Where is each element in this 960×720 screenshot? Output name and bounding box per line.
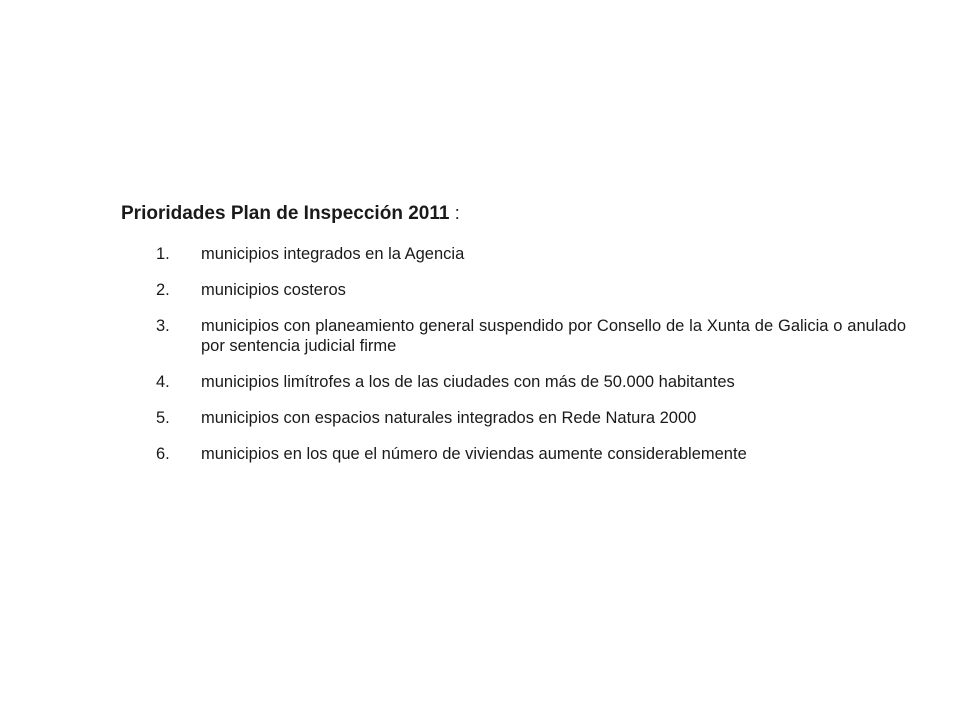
list-item <box>156 444 906 464</box>
item-text: municipios limítrofes a los de las ciudades con más de 50.000 habitantes <box>201 373 735 391</box>
list-item <box>156 316 906 356</box>
item-number: 5. <box>156 409 170 427</box>
item-text: municipios integrados en la Agencia <box>201 245 465 263</box>
item-text: municipios con espacios naturales integrados en Rede Natura 2000 <box>201 409 697 427</box>
item-text: municipios en los que el número de viviendas aumente considerablemente <box>201 445 747 463</box>
title-text: Prioridades Plan de Inspección 2011 <box>121 203 450 224</box>
slide-title <box>121 203 460 225</box>
item-number: 6. <box>156 445 170 463</box>
item-number: 3. <box>156 317 170 335</box>
item-text: municipios costeros <box>201 281 346 299</box>
item-number: 1. <box>156 245 170 263</box>
list-item <box>156 372 906 392</box>
item-number: 2. <box>156 281 170 299</box>
list-item <box>156 408 906 428</box>
title-colon: : <box>454 203 460 223</box>
list-item <box>156 244 906 264</box>
list-item <box>156 280 906 300</box>
item-text: municipios con planeamiento general suspendido por Consello de la Xunta de Galicia o anulado por sentencia judicial firme <box>201 317 906 355</box>
item-number: 4. <box>156 373 170 391</box>
priority-list <box>156 244 906 480</box>
